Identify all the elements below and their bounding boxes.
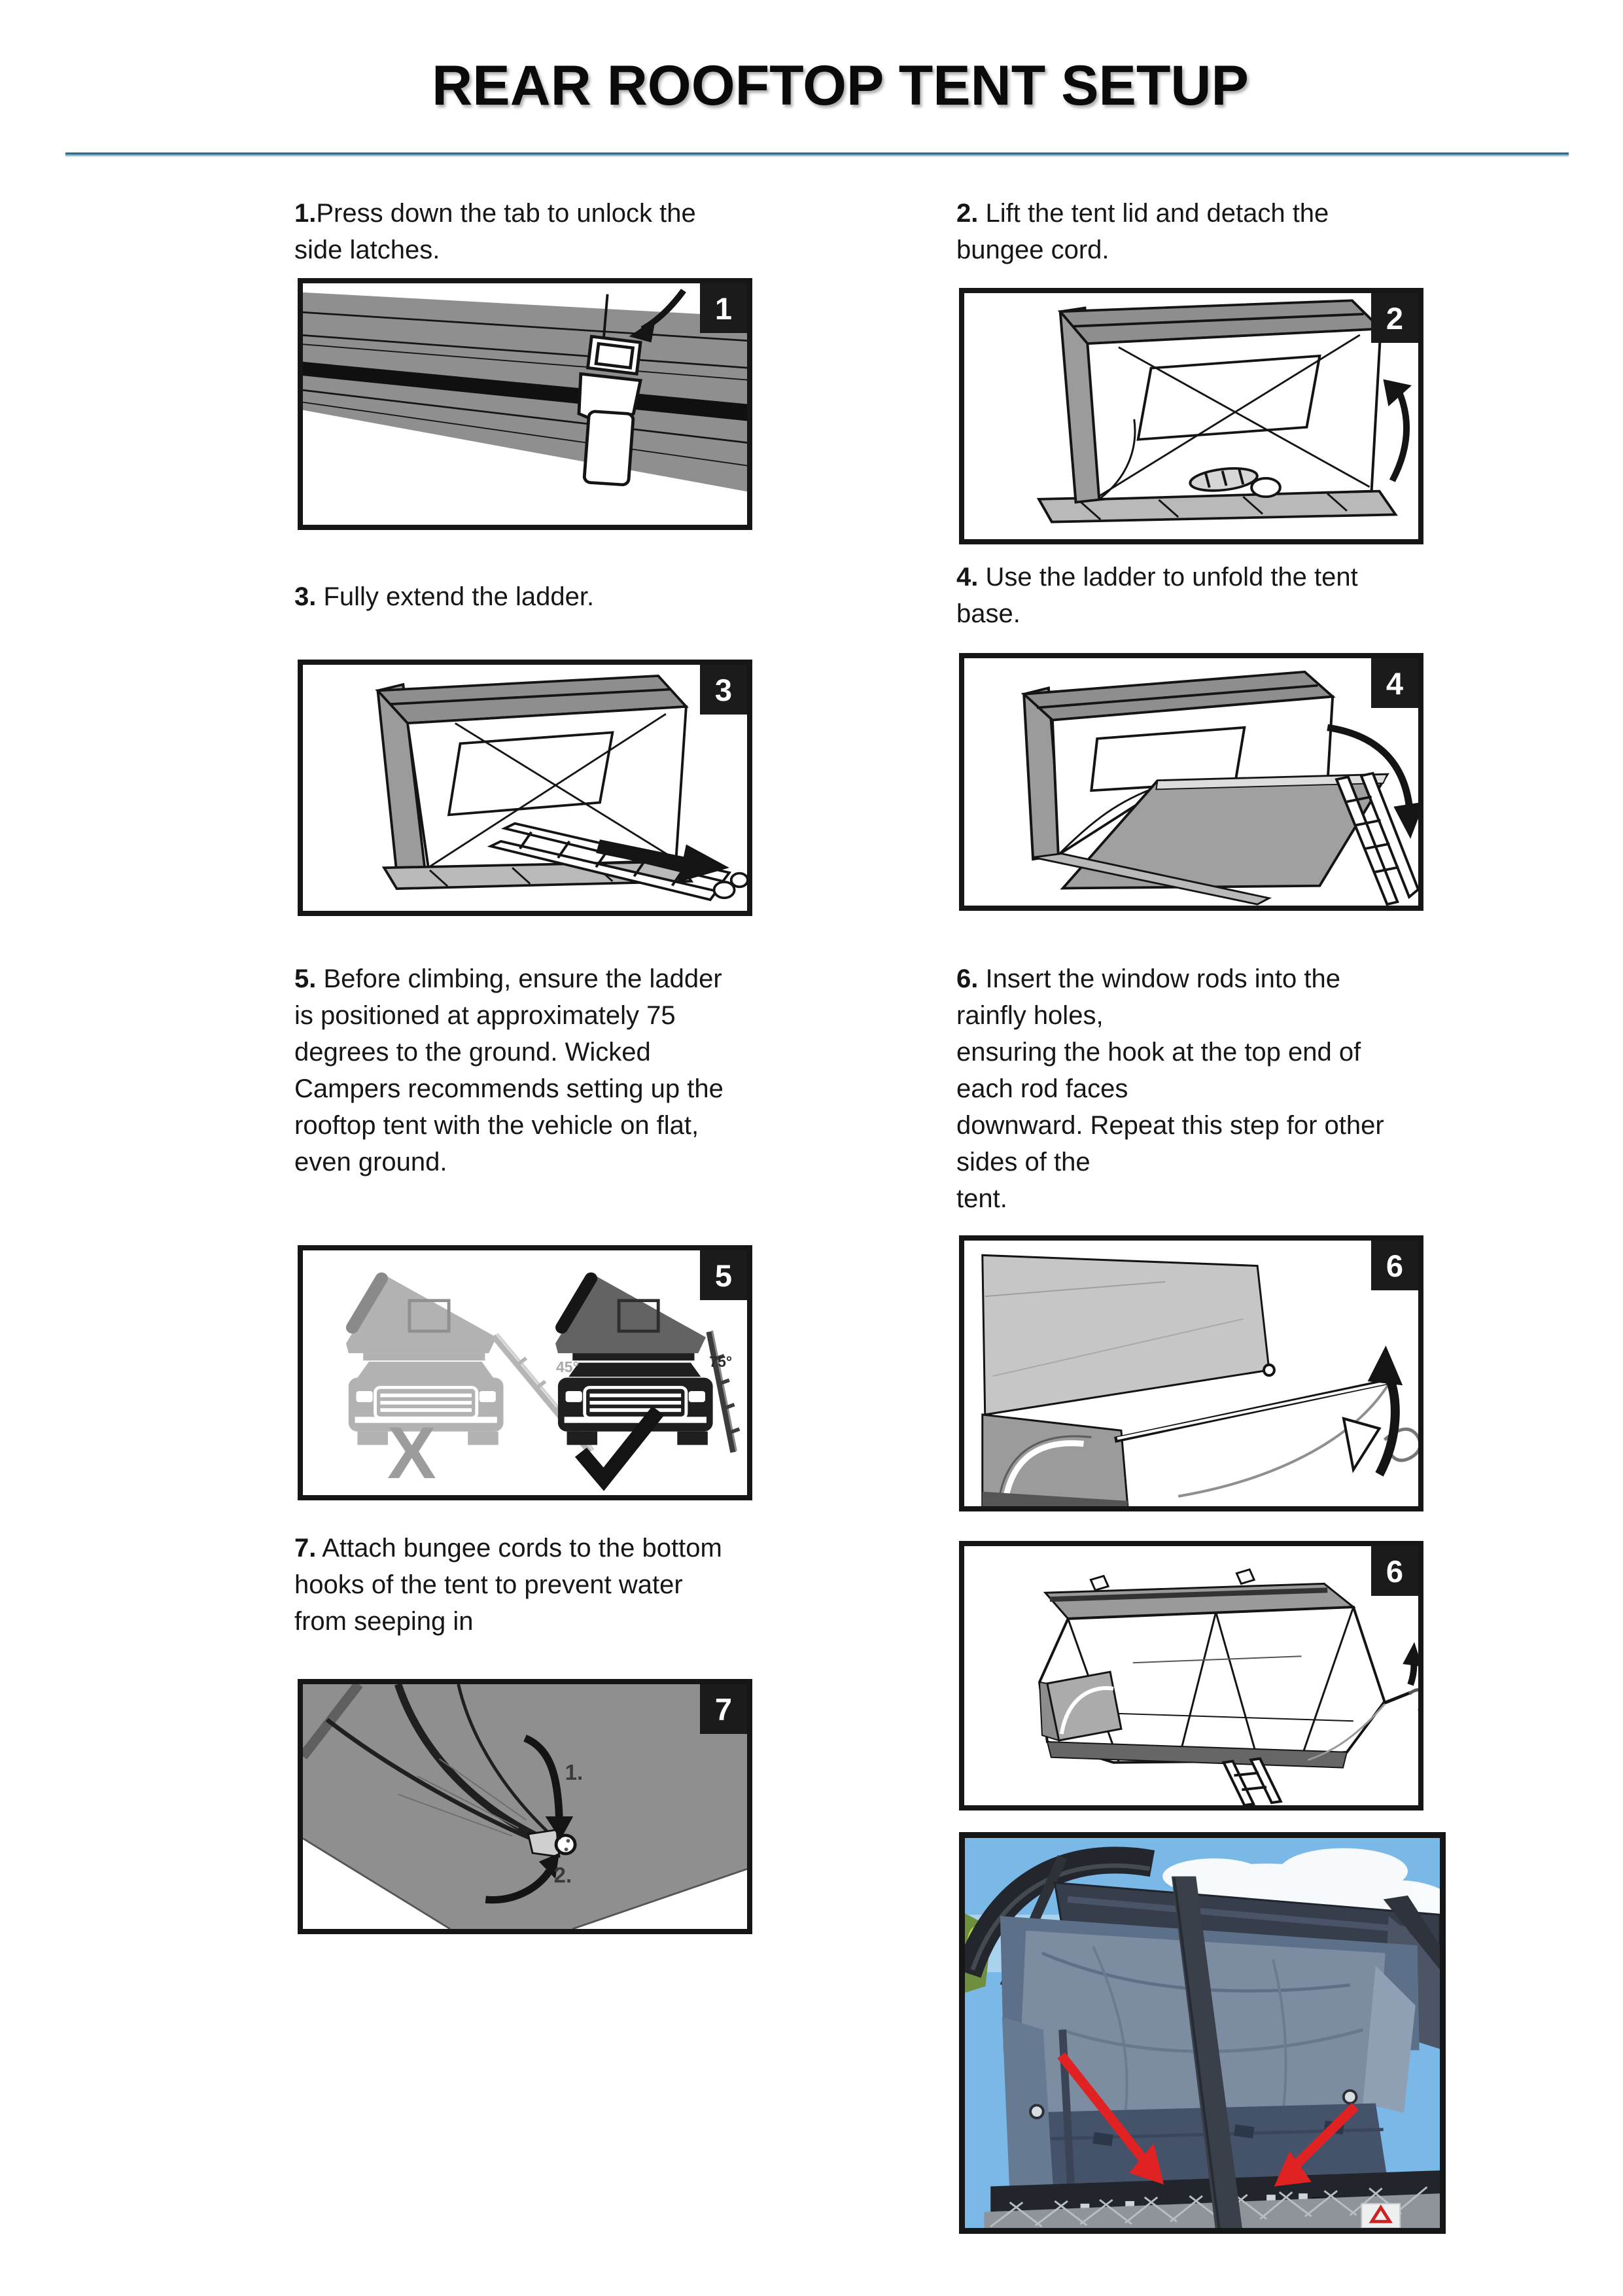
step-7-line-1: Attach bungee cords to the bottom bbox=[316, 1534, 722, 1563]
title-divider bbox=[65, 152, 1569, 157]
tent-overview-illustration bbox=[964, 1546, 1418, 1805]
step-6-line-7: tent. bbox=[956, 1184, 1007, 1213]
step-2-line-2: bungee cord. bbox=[956, 236, 1109, 264]
step-5-line-4: Campers recommends setting up the bbox=[294, 1074, 724, 1103]
unfold-base-illustration bbox=[964, 658, 1418, 906]
step-5-line-1: Before climbing, ensure the ladder bbox=[316, 964, 722, 993]
left-grommet bbox=[1030, 2105, 1043, 2118]
step-6-line-2: rainfly holes, bbox=[956, 1001, 1104, 1030]
step-3-line-1: Fully extend the ladder. bbox=[316, 582, 595, 611]
step-7-line-2: hooks of the tent to prevent water bbox=[294, 1570, 683, 1599]
figure-6b-tent-rods bbox=[959, 1541, 1423, 1810]
angle-comparison-illustration bbox=[303, 1250, 747, 1495]
tent-photo bbox=[959, 1832, 1446, 2234]
step-5-line-5: rooftop tent with the vehicle on flat, bbox=[294, 1111, 699, 1140]
step-6-line-4: each rod faces bbox=[956, 1074, 1128, 1103]
step-6-number: 6. bbox=[956, 964, 979, 993]
wrong-angle-label: 45° bbox=[556, 1358, 579, 1375]
tent-photograph bbox=[965, 1838, 1440, 2228]
step-7-number: 7. bbox=[294, 1534, 317, 1563]
figure-4-unfold-base bbox=[959, 653, 1423, 911]
step-5-line-6: even ground. bbox=[294, 1148, 447, 1176]
latch-handle bbox=[579, 336, 640, 485]
step-4-line-2: base. bbox=[956, 599, 1021, 628]
figure-6b-badge: 6 bbox=[1371, 1546, 1418, 1596]
step-6-line-6: sides of the bbox=[956, 1148, 1091, 1176]
step-2-number: 2. bbox=[956, 199, 979, 228]
step-6-line-1: Insert the window rods into the bbox=[978, 964, 1340, 993]
figure-6a-window-rod bbox=[959, 1235, 1423, 1511]
figure-3-badge: 3 bbox=[700, 665, 747, 715]
arrow-1-label: 1. bbox=[565, 1759, 584, 1784]
right-grommet bbox=[1344, 2091, 1357, 2104]
bungee-hook-illustration bbox=[303, 1684, 747, 1929]
step-6-line-3: ensuring the hook at the top end of bbox=[956, 1038, 1361, 1067]
figure-6a-badge: 6 bbox=[1371, 1241, 1418, 1290]
figure-3-extend-ladder bbox=[298, 660, 752, 916]
ladder-extend-illustration bbox=[303, 665, 747, 911]
step-2-line-1: Lift the tent lid and detach the bbox=[978, 199, 1329, 228]
step-2-text bbox=[956, 195, 1440, 268]
figure-1-badge: 1 bbox=[700, 283, 747, 333]
step-1-line-1: Press down the tab to unlock the bbox=[316, 199, 696, 228]
step-7-line-3: from seeping in bbox=[294, 1607, 474, 1636]
step-4-text bbox=[956, 559, 1440, 632]
step-5-text bbox=[294, 961, 772, 1180]
step-4-line-1: Use the ladder to unfold the tent bbox=[978, 563, 1358, 592]
arrow-2-label: 2. bbox=[553, 1863, 572, 1888]
step-5-line-2: is positioned at approximately 75 bbox=[294, 1001, 676, 1030]
figure-7-badge: 7 bbox=[700, 1684, 747, 1734]
page-title: REAR ROOFTOP TENT SETUP bbox=[432, 54, 1249, 117]
step-3-number: 3. bbox=[294, 582, 317, 611]
tent-lid-illustration bbox=[964, 293, 1418, 539]
right-angle-label: 75° bbox=[709, 1353, 733, 1371]
step-6-line-5: downward. Repeat this step for other bbox=[956, 1111, 1384, 1140]
figure-5-badge: 5 bbox=[700, 1250, 747, 1300]
latch-illustration bbox=[303, 283, 747, 525]
figure-2-badge: 2 bbox=[1371, 293, 1418, 343]
step-5-line-3: degrees to the ground. Wicked bbox=[294, 1038, 651, 1067]
figure-7-bungee-hook bbox=[298, 1679, 752, 1934]
figure-5-ladder-angle bbox=[298, 1245, 752, 1500]
step-3-text bbox=[294, 578, 772, 615]
x-mark: X bbox=[387, 1412, 436, 1494]
step-6-text bbox=[956, 961, 1447, 1217]
step-5-number: 5. bbox=[294, 964, 317, 993]
step-1-text bbox=[294, 195, 772, 268]
warning-sticker bbox=[1361, 2204, 1400, 2228]
rainfly-rod-illustration bbox=[964, 1241, 1418, 1506]
figure-1-latch bbox=[298, 278, 752, 530]
figure-4-badge: 4 bbox=[1371, 658, 1418, 708]
figure-2-lift-lid bbox=[959, 288, 1423, 544]
step-4-number: 4. bbox=[956, 563, 979, 592]
step-7-text bbox=[294, 1530, 792, 1640]
step-1-line-2: side latches. bbox=[294, 236, 440, 264]
step-1-number: 1. bbox=[294, 199, 317, 228]
